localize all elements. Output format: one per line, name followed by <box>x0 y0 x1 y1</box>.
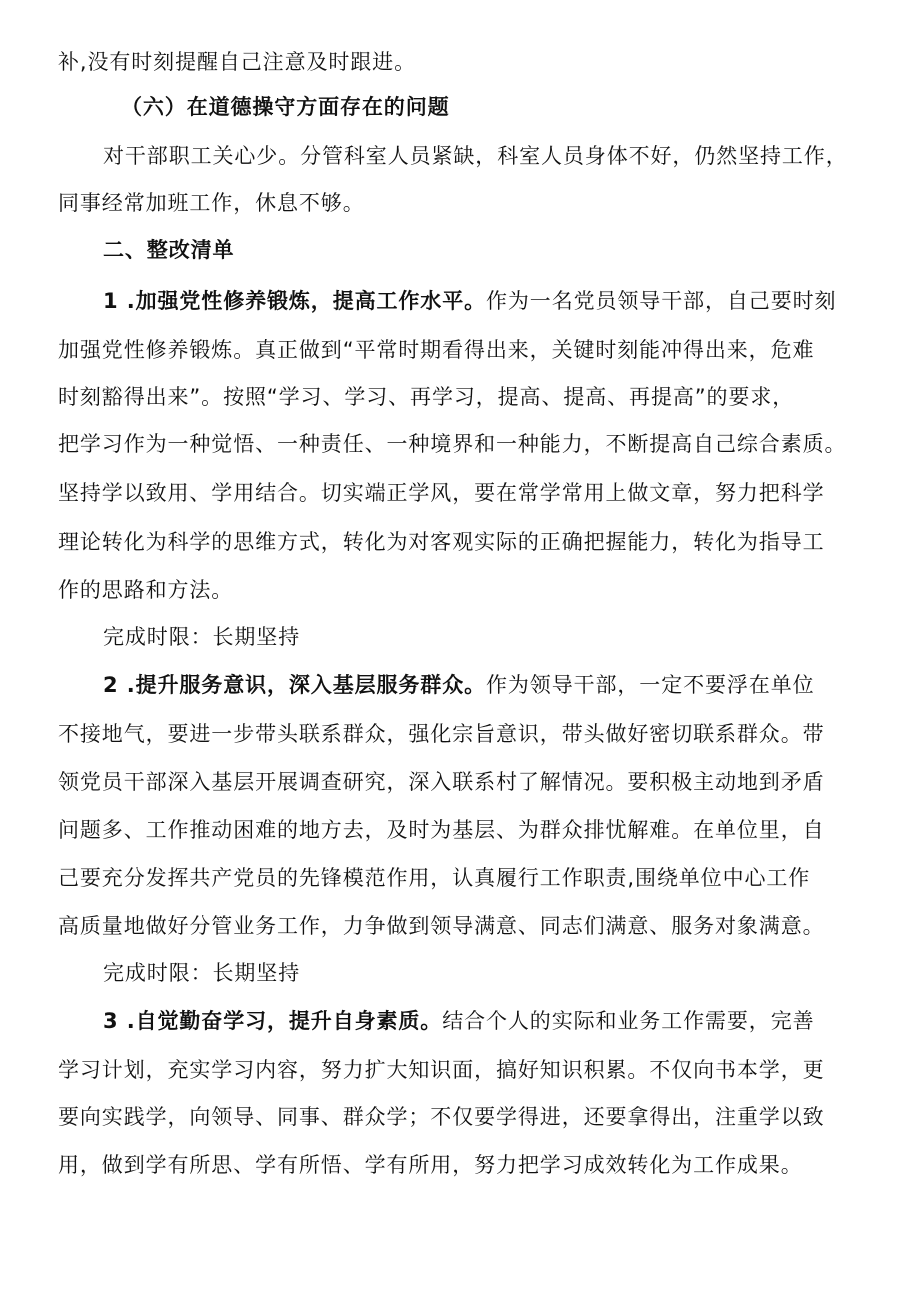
text-line: 坚持学以致用、学用结合。切实端正学风，要在常学常用上做文章，努力把科学 <box>58 481 825 505</box>
text-line: 同事经常加班工作，休息不够。 <box>58 191 365 215</box>
section-heading-moral-conduct: （六）在道德操守方面存在的问题 <box>121 95 450 119</box>
text-line: 学习计划，充实学习内容，努力扩大知识面，搞好知识积累。不仅向书本学，更 <box>58 1058 825 1082</box>
item-1-title: 1 .加强党性修养锻炼，提高工作水平。 <box>103 289 486 313</box>
item-3-first-line <box>103 1006 878 1036</box>
text-line: 把学习作为一种觉悟、一种责任、一种境界和一种能力，不断提高自己综合素质。 <box>58 432 847 456</box>
text-line: 理论转化为科学的思维方式，转化为对客观实际的正确把握能力，转化为指导工 <box>58 530 825 554</box>
text-line: 补,没有时刻提醒自己注意及时跟进。 <box>58 50 416 74</box>
item-1-first-line <box>103 286 878 316</box>
item-3-title: 3 .自觉勤奋学习，提升自身素质。 <box>103 1009 443 1033</box>
text-line: 作的思路和方法。 <box>58 578 234 602</box>
item-2-text: 作为领导干部，一定不要浮在单位 <box>486 673 815 697</box>
text-line: 己要充分发挥共产党员的先锋模范作用，认真履行工作职责,围绕单位中心工作 <box>58 866 811 890</box>
text-line: 高质量地做好分管业务工作，力争做到领导满意、同志们满意、服务对象满意。 <box>58 914 825 938</box>
deadline-line: 完成时限：长期坚持 <box>103 961 301 985</box>
item-2-first-line <box>103 670 878 700</box>
text-line: 加强党性修养锻炼。真正做到“平常时期看得出来，关键时刻能冲得出来，危难 <box>58 338 815 362</box>
text-line: 时刻豁得出来”。按照“学习、学习、再学习，提高、提高、再提高”的要求， <box>58 385 795 409</box>
item-3-text: 结合个人的实际和业务工作需要，完善 <box>442 1009 815 1033</box>
text-line: 对干部职工关心少。分管科室人员紧缺，科室人员身体不好，仍然坚持工作， <box>103 144 848 168</box>
text-line: 用，做到学有所思、学有所悟、学有所用，努力把学习成效转化为工作成果。 <box>58 1153 803 1177</box>
section-heading-rectification-list: 二、整改清单 <box>103 238 235 262</box>
text-line: 领党员干部深入基层开展调查研究，深入联系村了解情况。要积极主动地到矛盾 <box>58 770 825 794</box>
item-1-text: 作为一名党员领导干部，自己要时刻 <box>486 289 837 313</box>
text-line: 要向实践学，向领导、同事、群众学；不仅要学得进，还要拿得出，注重学以致 <box>58 1105 825 1129</box>
deadline-line: 完成时限：长期坚持 <box>103 625 301 649</box>
text-line: 不接地气，要进一步带头联系群众，强化宗旨意识，带头做好密切联系群众。带 <box>58 722 825 746</box>
item-2-title: 2 .提升服务意识，深入基层服务群众。 <box>103 673 486 697</box>
text-line: 问题多、工作推动困难的地方去，及时为基层、为群众排忧解难。在单位里，自 <box>58 818 825 842</box>
